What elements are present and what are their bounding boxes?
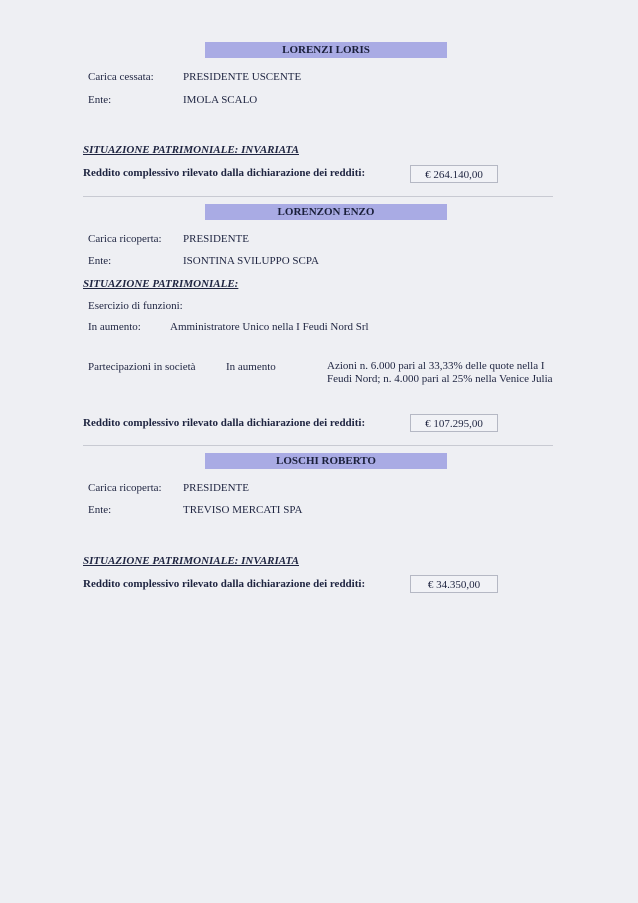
carica-value: PRESIDENTE: [183, 482, 249, 494]
esercizio-value: Amministratore Unico nella I Feudi Nord Srl: [170, 321, 369, 333]
carica-label: Carica ricoperta:: [88, 482, 162, 494]
reddito-amount: € 264.140,00: [410, 165, 498, 183]
situazione-patrimoniale: SITUAZIONE PATRIMONIALE:: [83, 278, 239, 290]
esercizio-funzioni-label: Esercizio di funzioni:: [88, 300, 183, 312]
ente-label: Ente:: [88, 255, 112, 267]
ente-label: Ente:: [88, 94, 112, 106]
reddito-label: Reddito complessivo rilevato dalla dichiarazione dei redditi:: [83, 578, 366, 590]
ente-value: IMOLA SCALO: [183, 94, 258, 106]
carica-label: Carica ricoperta:: [88, 233, 162, 245]
person-name-bar: LOSCHI ROBERTO: [205, 453, 447, 469]
carica-label: Carica cessata:: [88, 71, 154, 83]
carica-value: PRESIDENTE: [183, 233, 249, 245]
situazione-patrimoniale: SITUAZIONE PATRIMONIALE: INVARIATA: [83, 144, 299, 156]
person-name-bar: LORENZON ENZO: [205, 204, 447, 220]
reddito-amount: € 34.350,00: [410, 575, 498, 593]
reddito-amount: € 107.295,00: [410, 414, 498, 432]
person-name-bar: LORENZI LORIS: [205, 42, 447, 58]
reddito-label: Reddito complessivo rilevato dalla dichiarazione dei redditi:: [83, 167, 366, 179]
esercizio-status: In aumento:: [88, 321, 141, 333]
section-divider: [83, 445, 553, 446]
section-divider: [83, 196, 553, 197]
ente-value: TREVISO MERCATI SPA: [183, 504, 303, 516]
ente-value: ISONTINA SVILUPPO SCPA: [183, 255, 319, 267]
partecipazioni-label: Partecipazioni in società: [88, 361, 196, 373]
partecipazioni-value: Azioni n. 6.000 pari al 33,33% delle quote nella I Feudi Nord; n. 4.000 pari al 25% nella Venice Julia: [327, 360, 553, 385]
carica-value: PRESIDENTE USCENTE: [183, 71, 302, 83]
ente-label: Ente:: [88, 504, 112, 516]
situazione-patrimoniale: SITUAZIONE PATRIMONIALE: INVARIATA: [83, 555, 299, 567]
partecipazioni-status: In aumento: [226, 361, 276, 373]
reddito-label: Reddito complessivo rilevato dalla dichiarazione dei redditi:: [83, 417, 366, 429]
